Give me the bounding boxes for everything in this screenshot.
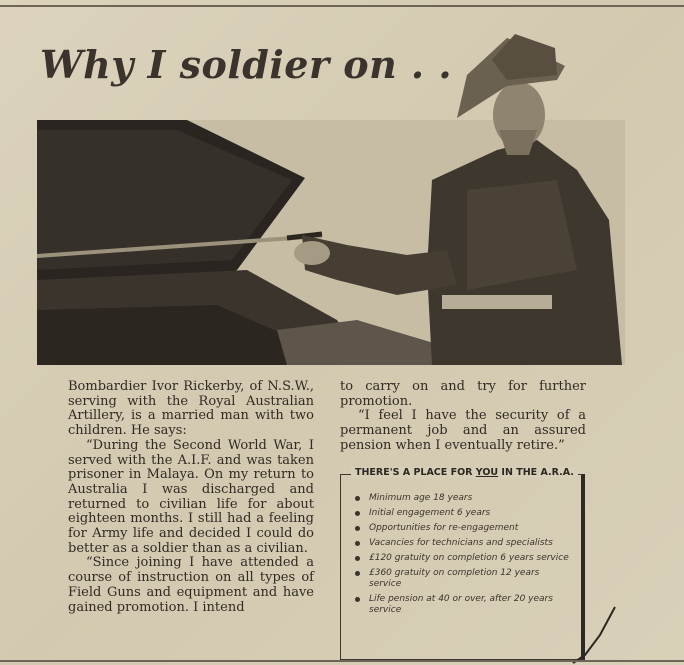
list-item-text: £360 gratuity on completion 12 years service [369,568,540,589]
bullet-icon [355,541,360,546]
list-item-text: Minimum age 18 years [369,493,473,503]
bullet-icon [355,556,360,561]
bottom-rule [0,660,684,662]
list-item-text: Life pension at 40 or over, after 20 years service [369,594,553,615]
article-left-column [68,380,314,615]
ara-info-box [340,467,585,660]
box-title-post: IN THE A.R.A. [498,467,574,478]
list-item-text: £120 gratuity on completion 6 years service [369,553,569,563]
box-title-pre: THERE'S A PLACE FOR [355,467,476,478]
bullet-icon [355,571,360,576]
box-list [355,493,571,620]
list-item [355,493,571,504]
article-paragraph: “Since joining I have attended a course of instruction on all types of Field Guns and equipment and have gained promotion. I intend [68,555,314,615]
top-rule [0,5,684,7]
bullet-icon [355,526,360,531]
list-item-text: Initial engagement 6 years [369,508,491,518]
article-paragraph: “I feel I have the security of a permanent job and an assured pension when I eventually retire.” [340,408,586,453]
bullet-icon [355,496,360,501]
article-paragraph: “During the Second World War, I served with the A.I.F. and was taken prisoner in Malaya. On my return to Australia I was discharged and returned to civilian life for about eighteen months. I still had a feeling for Army life and decided I could do better as a soldier than as a civilian. [68,437,314,556]
headline: Why I soldier on . . [40,42,453,87]
list-item-text: Vacancies for technicians and specialists [369,538,553,548]
bullet-icon [355,597,360,602]
article-paragraph: to carry on and try for further promotion. [340,379,586,409]
list-item [355,568,571,590]
article-paragraph: Bombardier Ivor Rickerby, of N.S.W., serving with the Royal Australian Artillery, is a married man with two children. He says: [68,379,314,439]
list-item-text: Opportunities for re-engagement [369,523,519,533]
bullet-icon [355,511,360,516]
box-title-you: YOU [475,467,499,478]
article-right-column [340,380,586,454]
box-title [351,467,578,478]
ink-scrawl [565,605,625,665]
list-item [355,523,571,534]
list-item [355,508,571,519]
list-item [355,538,571,549]
list-item [355,594,571,616]
list-item [355,553,571,564]
